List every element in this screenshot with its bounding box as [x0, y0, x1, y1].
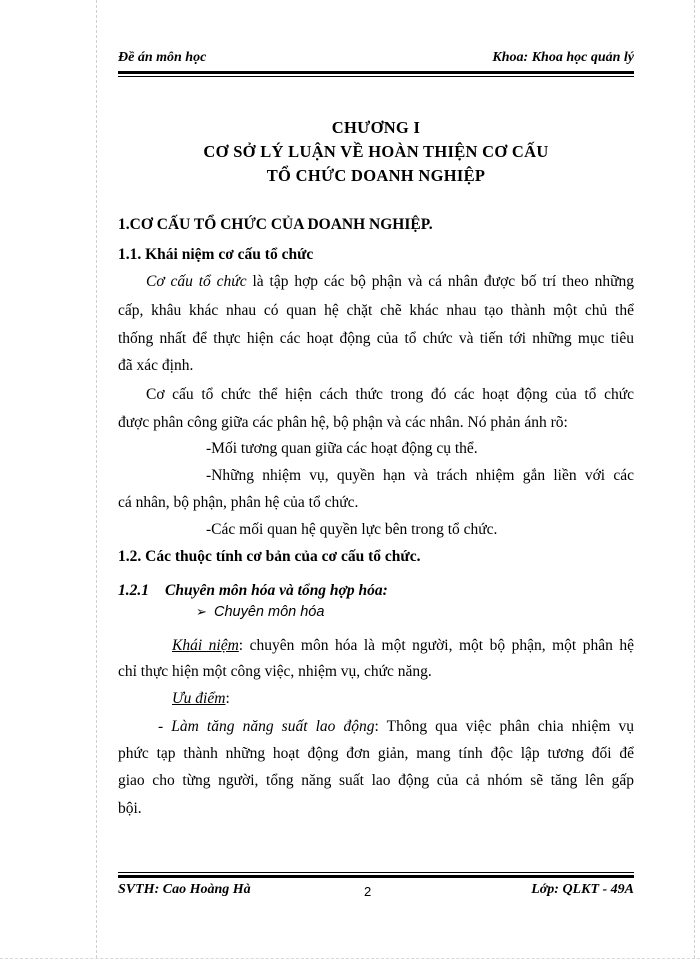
section-heading-1-2: 1.2. Các thuộc tính cơ bản của cơ cấu tổ chức.	[118, 548, 421, 565]
para1-line4: đã xác định.	[118, 357, 194, 374]
para1-line1-text: là tập hợp các bộ phận và cá nhân được bố trí theo những	[252, 273, 634, 290]
footer-rule-thick	[118, 875, 634, 878]
section-1-2-1-number: 1.2.1	[118, 582, 149, 599]
section-heading-1-1: 1.1. Khái niệm cơ cấu tổ chức	[118, 246, 314, 263]
header-left: Đề án môn học	[118, 50, 207, 65]
concept-line2: chỉ thực hiện một công việc, nhiệm vụ, chức năng.	[118, 663, 432, 680]
adv1-prefix: -	[158, 718, 172, 735]
page-guide-left	[96, 0, 97, 958]
header-right: Khoa: Khoa học quản lý	[492, 50, 634, 65]
adv1-line4: bội.	[118, 800, 142, 817]
chapter-title-line2: TỔ CHỨC DOANH NGHIỆP	[266, 166, 486, 185]
adv1-line1-text: : Thông qua việc phân chia nhiệm vụ	[374, 718, 634, 735]
section-heading-1: 1.CƠ CẤU TỔ CHỨC CỦA DOANH NGHIỆP.	[118, 216, 433, 233]
advantages-colon: :	[225, 690, 230, 707]
concept-label: Khái niệm	[172, 637, 239, 654]
bullet-specialization-text: Chuyên môn hóa	[214, 604, 325, 620]
arrow-bullet-icon: ➢	[196, 605, 207, 620]
advantages-heading	[172, 690, 688, 708]
para2-line1: Cơ cấu tổ chức thể hiện cách thức trong đó các hoạt động của tổ chức	[146, 386, 634, 403]
section-heading-1-2-1	[118, 582, 634, 600]
page-guide-right	[694, 0, 695, 958]
para2-line2: được phân công giữa các phân hệ, bộ phận và các nhân. Nó phản ánh rõ:	[118, 414, 568, 431]
header-rule-thin	[118, 76, 634, 77]
concept-line1-text: : chuyên môn hóa là một người, một bộ phận, một phân hệ	[238, 637, 634, 654]
bullet-specialization	[196, 603, 700, 621]
adv1-line2: phức tạp thành những hoạt động đơn giản, mang tính độc lập tương đối để	[118, 745, 634, 762]
para2-bullet2-line1: -Những nhiệm vụ, quyền hạn và trách nhiệm gắn liền với các	[206, 467, 634, 484]
para1-line2: cấp, khâu khác nhau có quan hệ chặt chẽ khác nhau tạo thành một chủ thể	[118, 302, 634, 319]
page-number: 2	[364, 884, 372, 899]
para2-bullet1: -Mối tương quan giữa các hoạt động cụ thể.	[206, 440, 478, 457]
para2-bullet2-line2: cá nhân, bộ phận, phân hệ của tổ chức.	[118, 494, 359, 511]
chapter-number: CHƯƠNG I	[331, 118, 421, 137]
header-rule-thick	[118, 71, 634, 74]
advantages-label: Ưu điểm	[172, 690, 226, 707]
para2-bullet3: -Các mối quan hệ quyền lực bên trong tổ chức.	[206, 521, 498, 538]
chapter-title-line1: CƠ SỞ LÝ LUẬN VỀ HOÀN THIỆN CƠ CẤU	[203, 142, 549, 161]
para1-line3: thống nhất để thực hiện các hoạt động của tổ chức và tiến tới những mục tiêu	[118, 330, 634, 347]
section-1-2-1-title: Chuyên môn hóa và tổng hợp hóa:	[165, 582, 388, 599]
adv1-line1	[158, 718, 634, 736]
para1-term: Cơ cấu tổ chức	[146, 273, 247, 290]
concept-line1	[172, 637, 634, 655]
adv1-line3: giao cho từng người, tổng năng suất lao động của cả nhóm sẽ tăng lên gấp	[118, 772, 634, 789]
footer-left: SVTH: Cao Hoàng Hà	[118, 882, 251, 897]
page-guide-bottom	[0, 958, 700, 959]
para1-line1	[146, 273, 634, 291]
adv1-term: Làm tăng năng suất lao động	[171, 718, 375, 735]
footer-rule-thin	[118, 872, 634, 873]
footer-right: Lớp: QLKT - 49A	[531, 882, 634, 897]
